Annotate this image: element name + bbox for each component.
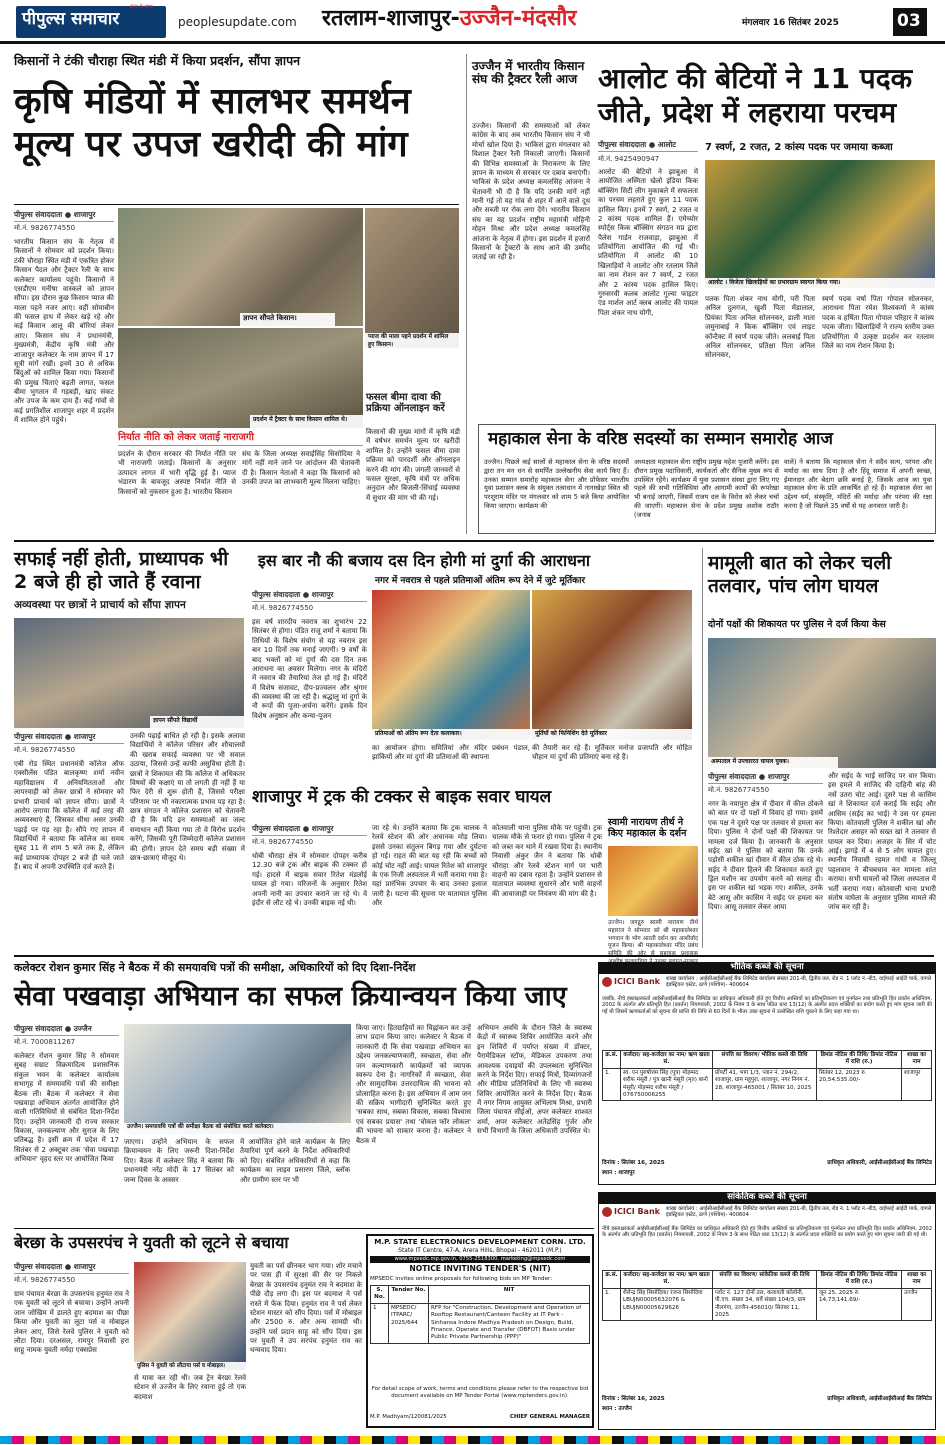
story5-body2: उनकी पढ़ाई बाधित हो रही है। इसके अलावा विद्यार्थियों ने कॉलेज परिसर और शौचालयों की खराब सफाई व्यवस्था पर भी सवाल उठाया, जिससे उन्हें काफी असुविधा होती है। छात्रों ने शिकायत की कि कॉलेज में अधिकतर विषयों की कक्षाएं या तो लगती ही नहीं हैं या फिर देरी से शुरू होती हैं, जिससे परीक्षा परिणाम पर भी नकारात्मक प्रभाव पड़ रहा है। छात्र संगठन ने कॉलेज प्रशासन को चेतावनी दी है कि यदि इन समस्याओं का जल्द समाधान नहीं किया गया तो वे विरोध प्रदर्शन करेंगे, जिसकी पूरी जिम्मेदारी कॉलेज प्रशासन की होगी। ज्ञापन देते समय बड़ी संख्या में छात्र-छात्राएं मौजूद थे।: [130, 732, 245, 862]
notice2-r1: 1.: [603, 1288, 621, 1321]
story10-kicker: कलेक्टर रोशन कुमार सिंह ने बैठक में की समयावधि पत्रों की समीक्षा, अधिकारियों को दिए दिशा-निर्देश: [14, 961, 416, 974]
story1-caption-photo3: प्रदर्शन में ट्रैक्टर के साथ किसान शामिल थे।: [250, 415, 363, 1445]
tender-sign: CHIEF GENERAL MANAGER: [509, 1414, 590, 1420]
story3-headline: आलोट की बेटियों ने 11 पदक जीते, प्रदेश में लहराया परचम: [598, 62, 913, 129]
story3-body2: पलक पिता शंकर नाथ योगी, परी पिता अनिल दुलगज, खुशी पिता मेंडालाल, प्रियंका पिता अनिल सोलनकर, डाली माता जमुनाबाई ने किक बॉक्सिंग एवं लाइट कॉन्टैक्ट में स्वर्ण पदक जीते। ललबाई पिता अनिल सोलनकर, प्रतिक्षा पिता अनिल सोलनकर,: [705, 295, 815, 360]
story3-byline: पीपुल्स संवाददाता ● आलोट: [598, 140, 698, 152]
story11-byline: पीपुल्स संवाददाता ● शाजापुर: [14, 1262, 129, 1274]
notice2-r2: शैलेन्द्र सिंह सिसोदिया/ रंजना सिसोदिया LBUJN00005632076 & LBUJN00005629626: [621, 1288, 713, 1321]
tender-nit: RFP for "Construction, Development and Operation of Rooftop Restaurant/Canteen Facility at IT Park - Sinhansa Indore Madhya Pradesh on Design, Build, Finance, Operate and Transfer (DBFOT) Basis under Public Private Partnership (PPP)": [429, 1303, 590, 1343]
story6-body3: की तैयारी कर रहे हैं। मूर्तिकार मनोज प्रजापति और मोहित चौहान मां दुर्गा की प्रतिमाएं बना रहे हैं।: [532, 744, 692, 762]
story1-body4: किसानों की मुख्य मांगों में कृषि मंडी में वर्षभर समर्थन मूल्य पर खरीदी शामिल है। उन्होंने फसल बीमा दावा प्रक्रिया को पारदर्शी और ऑनलाइन करने की मांग की। जंगली जानवरों से फसल सुरक्षा, कृषि यंत्रों पर अधिक अनुदान और बिजली-सिंचाई व्यवस्था में सुधार की मांग भी की गई।: [366, 428, 460, 502]
story6-photo2: [532, 590, 692, 740]
column-divider-2: [702, 548, 703, 948]
story5-caption: ज्ञापन सौंपते विद्यार्थी: [150, 716, 244, 1445]
story6-caption2: मूर्तियों को फिनिशिंग देते मूर्तिकार: [532, 729, 692, 1445]
story1-subhead: निर्यात नीति को लेकर जताई नाराजगी: [118, 432, 363, 446]
story9-headline: स्वामी नारायण तीर्थ ने किए महाकाल के दर्शन: [608, 817, 687, 839]
notice1-bank: ICICI Bank: [614, 977, 660, 986]
story9-photo: [608, 846, 698, 916]
notice1-branch: शाखा कार्यालय : आईसीआईसीआई बैंक लिमिटेड कार्यालय संख्या 201-बी, द्वितीय तल, रोड नं. 1 प्लॉट नं.-बी3, वाईफाई आईटी पार्क, वागले इंडस्ट्रियल एस्टेट, ठाणे (पश्चिम)- 400604: [666, 976, 932, 989]
story5-body1: एबी रोड स्थित प्रधानमंत्री कॉलेज ऑफ एक्सीलेंस पंडित बालकृष्ण शर्मा नवीन महाविद्यालय में अनियमितताओं और लापरवाही को लेकर छात्रों ने सोमवार को प्रभारी प्राचार्य को ज्ञापन सौंपा। छात्रों ने आरोप लगाया कि कॉलेज में कई तरह की अव्यवस्थाएं हैं, जिसका सीधा असर उनकी पढ़ाई पर पड़ रहा है। सौंपे गए ज्ञापन में विद्यार्थियों ने बताया कि कॉलेज का समय सुबह 11 से शाम 5 बजे तक है, लेकिन कई प्राध्यापक दोपहर 2 बजे ही चले जाते हैं। बाद में अपनी उपस्थिति दर्ज करते हैं।: [14, 760, 124, 872]
story5-headline: सफाई नहीं होती, प्राध्यापक भी 2 बजे ही हो जाते हैं रवाना: [14, 548, 229, 593]
story1-byline: पीपुल्स संवाददाता ● शाजापुर: [14, 210, 114, 222]
section-rule-3: [14, 1228, 594, 1229]
icici-logo-icon: [602, 1207, 612, 1217]
notice2-table: [602, 1270, 932, 1321]
story8-body3: कोतवाली थाना पुलिस मौके पर पहुंची। ट्रक चालक मौके से फरार हो गया। पुलिस ने ट्रक को जब्त कर थाने में रखवा दिया है। स्थानीय निवासी अंकुर जैन ने बताया कि धोबी चौराहा और रेलवे स्टेशन मार्ग पर भारी वाहनों का दबाव रहता है। उन्होंने प्रशासन से यातायात व्यवस्था सुधारने और भारी वाहनों की आवाजाही पर नियंत्रण की मांग की है।: [492, 824, 602, 898]
notice2-r5: उज्जैन: [902, 1288, 932, 1321]
story5-photo: [14, 618, 244, 728]
story4-body3: वाले) ने बताया कि महाकाल सेना ने सदैव सत्य, परंपरा और मर्यादा का साथ दिया है और हिंदू समाज में अपनी स्वच्छ, ईमानदार और बेदाग छवि बनाई है, जिसके आज का युवा महाकाल सेना के प्रति आकर्षित हो रहे हैं। महाकाल सेना का उद्देश्य धर्म, संस्कृति, मंदिरों की मर्यादा और परंपरा की रक्षा करना है जो पिछले 35 वर्षों से यह अनवरत जारी है।: [784, 458, 932, 511]
icici-logo-icon: [602, 977, 612, 987]
region-title-black: रतलाम-शाजापुर-: [322, 6, 460, 31]
story7-headline: मामूली बात को लेकर चली तलवार, पांच लोग घायल: [708, 552, 892, 597]
story10-body1: कलेक्टर रोशन कुमार सिंह ने सोमवार सुबह सम्राट विक्रमादित्य प्रशासनिक संकुल भवन के कलेक्टर कार्यालय सभागृह में समयावधि पत्रों की समीक्षा बैठक ली। बैठक में कलेक्टर ने सेवा पखवाड़ा अभियान अंतर्गत आयोजित होने वाली गतिविधियों से संबंधित दिशा-निर्देश दिए। उन्होंने जानकारी दी राज्य सरकार विकास, जनकल्याण और सुराज के लिए प्रतिबद्ध है। इसी क्रम में प्रदेश में 17 सितंबर से 2 अक्टूबर तक 'सेवा पखवाड़ा अभियान' वृहद स्तर पर आयोजित किया: [14, 1052, 119, 1164]
story3-mobile: मो.नं. 9425490947: [598, 155, 660, 163]
story5-byline: पीपुल्स संवाददाता ● शाजापुर: [14, 732, 124, 744]
notice2-th4: डिमांड नोटिस की तिथि/ डिमांड नोटिस में राशि (रु.): [817, 1271, 902, 1289]
notice1-title: भौतिक कब्जे की सूचना: [598, 962, 936, 974]
notice1-place: स्थान : शाजापुर: [602, 1170, 635, 1176]
story3-body: आलोट की बेटियों ने झाबुआ में आयोजित अस्मिता खेलो इंडिया किक बॉक्सिंग सिटी लीग मुकाबले में सफलता का परचम लहराते हुए कुल 11 पदक हासिल किए। इनमें 7 स्वर्ण, 2 रजत व 2 कांस्य पदक शामिल हैं। एमेच्योर स्पोर्ट्स किक बॉक्सिंग संगठन मप्र द्वारा पैलेस गार्डन राजवाड़ा, झाबुआ में प्रतियोगिता आयोजित की गई थी। प्रतियोगिता में आलोट की 10 खिलाड़ियों ने आलोट और रतलाम जिले का नाम रोशन कर 7 स्वर्ण, 2 रजत और 2 कांस्य पदक हासिल किए। गुरुसरवी कलब आलोट गुल्या फाइटर एंड मार्शल आर्ट क्लब आलोट की पायल पिता शंकर नाथ योगी,: [598, 168, 698, 317]
story11-headline: बेरछा के उपसरपंच ने युवती को लूटने से बचाया: [14, 1233, 289, 1252]
story7-body1: नगर के नयापुरा क्षेत्र में दीवार में कील ठोकने को बात पर दो पक्षों में विवाद हो गया। इसमें एक पक्ष ने दूसरे पक्ष पर तलवार से हमला कर दिया। पुलिस ने दोनों पक्षों की शिकायत पर मामला दर्ज किया है। जानकारी के अनुसार सईद खां ने पुलिस को बताया कि उनके पड़ोसी शकील खां दीवार में कील ठोक रहे थे। सईद ने दीवार हिलने की शिकायत करते हुए ड्रिल मशीन का उपयोग करने को सलाह दी। इस पर शकील खां भड़क गए। शकील, उनके बेटे आसू और कासिम ने सईद पर हमला कर दिया। आसू तलवार लेकर आया: [708, 800, 823, 912]
notice2-bank: ICICI Bank: [614, 1207, 660, 1216]
tender-intro: MPSEDC invites online proposals for following bids on MP Tender:: [370, 1276, 553, 1282]
story10-byline: पीपुल्स संवाददाता ● उज्जैन: [14, 1024, 119, 1036]
section-rule-1: [14, 540, 934, 542]
story11-caption: पुलिस ने युवती को लौटाया पर्स व मोबाइल।: [134, 1362, 246, 1445]
story11-body3: युवती का पर्स छीनकर भाग गया। शोर मचाने पर पास ही में सुरक्षा की सैर पर निकले बेरछा के उपसरपंच हनुमंत राव ने बदमाश के पीछे दौड़ लगा दी। इस पर बदमाश ने पर्स रास्ते में फेंक दिया। हनुमंत राव ने पर्स लेकर स्टेशन मास्टर को सौंप दिया। पर्स में मोबाइल और 2500 रु. और अन्य सामग्री थी। उन्होंने पर्स प्रदान साहू को सौंप दिया। इस पर युवती ने उप सरपंच हनुमंत राव का धन्यवाद दिया।: [250, 1262, 362, 1355]
story1-photo2: [365, 208, 459, 348]
notice1-intro: जबकि, नीचे हस्ताक्षरकर्ता आईसीआईसीआई बैंक लिमिटेड का प्राधिकृत अधिकारी होते हुए वित्तीय आस्तियों का प्रतिभूतिकरण एवं पुनर्गठन तथा प्रतिभूति हित प्रवर्तन अधिनियम, 2002 के अंतर्गत और प्रतिभूति हित (प्रवर्तन) नियमावली, 2002 के नियम 3 के साथ पठित धारा 13(12) के अंतर्गत प्रदत्त शक्तियों का प्रयोग करते हुए मांग सूचना जारी की गई थी जिसमें ऋणकर्ताओं को सूचना की प्राप्ति की तिथि से 60 दिनों के भीतर उक्त सूचना में उल्लेखित राशि चुकाने के लिए कहा गया था।: [602, 996, 932, 1015]
notice2-place: स्थान : उज्जैन: [602, 1406, 632, 1412]
story6-photo1: [372, 590, 530, 740]
story1-caption-photo2: प्याज की माला पहने प्रदर्शन में शामिल हुए किसान।: [365, 333, 459, 1445]
page-number: 03: [897, 11, 921, 31]
story2-body: उज्जैन। किसानों की समस्याओं को लेकर कांग्रेस के बाद अब भारतीय किसान संघ ने भी मोर्चा खोल दिया है। भाकिसं द्वारा मंगलवार को विशाल ट्रैक्टर रैली निकाली जाएगी। किसानों की विभिन्न समस्याओं के निराकरण के लिए ज्ञापन के माध्यम से सरकार पर दबाव बनाएंगी। भाकिसं के प्रदेश अध्यक्ष कमलसिंह आंजना ने चेतावनी भी दी है कि यदि उनकी मांगें नहीं मानी गई तो यह गांव से शहर में आने वाले दूध और सब्जी पर रोक लगा देंगे। भारतीय किसान संघ का यह प्रदर्शन राष्ट्रीय महामंत्री मोहिनी मोहन मिश्रा और प्रदेश अध्यक्ष कमलसिंह आंजना के नेतृत्व में होगा। इस प्रदर्शन में हजारों किसानों के ट्रैक्टरों के साथ आने की उम्मीद जताई जा रही है।: [472, 122, 590, 262]
story4-body1: उज्जैन। पिछले कई सालों से महाकाल सेना के वरिष्ठ सदस्यों द्वारा तन मन धन से समर्पित उल्लेखनीय सेवा कार्य किए हैं। उनका सम्मान समारोह महाकाल सेना और प्रोफेसर भारतीय युवा प्रशासन क्लब के संयुक्त तत्वाधान में नानाखेड़ा स्थित श्री परशुराम मंदिर पर मंगलवार को शाम 5 बजे किया आयोजित किया जाएगा। कार्यक्रम की: [484, 458, 629, 511]
story1-body2: प्रदर्शन के दौरान सरकार की निर्यात नीति पर भी नाराजगी जताई। किसानों के अनुसार उत्पादन लागत में भारी वृद्धि हुई है। प्याज भंडारण के बावजूद अस्पष्ट निर्यात नीति से किसानों को नुकसान हुआ है। भारतीय किसान: [118, 450, 236, 496]
notice1-th4: डिमांड नोटिस की तिथि/ डिमांड नोटिस में राशि (रु.): [817, 1051, 902, 1069]
tender-ref: M.P. Madhyam/120081/2025: [370, 1414, 447, 1420]
story1-rule: [14, 204, 459, 205]
tender-col-tno: Tender No.: [389, 1286, 429, 1304]
story1-body3: संघ के जिला अध्यक्ष सवाईसिंह सिसोदिया ने मांगें नहीं माने जाने पर आंदोलन की चेतावनी दी है। किसान नेताओं ने कहा कि किसानों को उनकी उपज का लाभकारी मूल्य मिलना चाहिए।: [242, 450, 361, 487]
story10-body2: जाएगा। उन्होंने अभियान के सफल क्रियान्वयन के लिए जरूरी दिशा-निर्देश दिए। बैठक में कलेक्टर सिंह ने बताया कि प्रधानमंत्री नरेंद्र मोदी के 17 सितंबर को जन्म दिवस के अवसर: [124, 1138, 234, 1184]
tender-table: [370, 1285, 590, 1344]
story10-caption: उज्जैन। समयावधि पत्रों की समीक्षा बैठक को संबोधित करते कलेक्टर।: [124, 1123, 351, 1445]
notice1-r5: शाजापुर: [902, 1068, 932, 1101]
notice2-intro: नीचे हस्ताक्षरकर्ता आईसीआईसीआई बैंक लिमिटेड का प्राधिकृत अधिकारी होते हुए वित्तीय आस्तियों का प्रतिभूतिकरण एवं पुनर्गठन तथा प्रतिभूति हित प्रवर्तन अधिनियम, 2002 के अंतर्गत और प्रतिभूति हित (प्रवर्तन) नियमावली, 2002 के नियम 3 के साथ पठित धारा 13(12) के अंतर्गत प्रदत्त शक्तियों का प्रयोग करते हुए मांग सूचना जारी की गई थी।: [602, 1226, 932, 1239]
story1-body1: भारतीय किसान संघ के नेतृत्व में किसानों ने सोमवार को प्रदर्शन किया। टंकी चौराहा स्थित मंडी में एकत्रित होकर किसान पैदल और ट्रैक्टर रैली के साथ कलेक्टर कार्यालय पहुंचे। किसानों ने एसडीएम मनीषा वास्कले को ज्ञापन सौंपा। इस दौरान कुछ किसान प्याज की माला पहने नजर आए। वहीं सोयाबीन की फसल हाथ में लेकर खड़े रहे और कई किसान आलू की बोरियां लेकर आए। किसान संघ ने प्रधानमंत्री, मुख्यमंत्री, केंद्रीय कृषि मंत्री और शाजापुर कलेक्टर के नाम ज्ञापन में 17 सूत्री मांगें रखीं। इनमें 30 से अधिक बिंदुओं को शामिल किया गया। किसानों की प्रमुख चिंताएं बढ़ती लागत, फसल बीमा भुगतान में गड़बड़ी, खाद संकट और उपज के कम दाम हैं। कई गांवों से कई प्रगतिशील शाजापुर शहर में प्रदर्शन में शामिल होने पहुंचे।: [14, 238, 115, 425]
logo-tagline: सत्य के साथ: [130, 4, 153, 10]
tender-col-nit: NIT: [429, 1286, 590, 1304]
masthead: [0, 0, 945, 44]
website-link[interactable]: peoplesupdate.com: [178, 15, 297, 29]
tender-title: NOTICE INVITING TENDER'S (NIT): [409, 1264, 551, 1273]
story11-mobile: मो.नं. 9826774550: [14, 1276, 76, 1284]
story10-headline: सेवा पखवाड़ा अभियान का सफल क्रियान्वयन किया जाए: [14, 981, 567, 1012]
notice1-r3: प्रॉपर्टी 41, भाग 1/3, प्लान नं. 294/2, शाजापुर, ग्राम महुपुरा, शाजापुर, नगर निगम नं. 28, शाजापुर-465001 / सितंबर 10, 2025: [713, 1068, 817, 1101]
story7-subhead: दोनों पक्षों की शिकायत पर पुलिस ने दर्ज किया केस: [708, 619, 886, 630]
notice1-th5: शाखा का नाम: [902, 1051, 932, 1069]
tender-footer: For detail scope of work, terms and conditions please refer to the respective bid document available on MP Tender Portal (www.mptenders.gov.in).: [371, 1386, 589, 1400]
story6-headline: इस बार नौ की बजाय दस दिन होगी मां दुर्गा की आराधना: [258, 551, 590, 570]
logo-text: पीपुल्स समाचार: [22, 9, 120, 29]
story8-body1: धोबी चौराहा क्षेत्र में सोमवार दोपहर करीब 12.30 बजे ट्रक और बाइक की टक्कर हो गई। हादसे में बाइक सवार रितेश मंडलोई घायल हो गया। परिजनों के अनुसार रितेश अपनी नानी का उपचार कराने जा रहे थे। वे इंदौर से लौट रहे थे। उनकी बाइक नई थी।: [252, 852, 367, 907]
notice1-r1: 1.: [603, 1068, 621, 1101]
story6-body1: इस वर्ष शारदीय नवरात्र का शुभारंभ 22 सितंबर से होगा। पंडित राजू शर्मा ने बताया कि तिथियों के विशेष संयोग से यह नवरात्र इस बार 10 दिनों तक मनाई जाएगी। 9 वर्षों के बाद भक्तों को मां दुर्गा की दस दिन तक आराधना का अवसर मिलेगा। नगर के मंदिरों में नवरात्र की तैयारियां तेज हो गई हैं। मंदिरों में विशेष सजावट, दीप-प्रज्वलन और श्रृंगार की व्यवस्था की जा रही है। श्रद्धालु मां दुर्गा के नौ रूपों की पूजा-अर्चना करेंगे। इसके दिन विशेष अनुष्ठान और कन्या-पूजन: [252, 618, 367, 720]
story10-body4: किया जाए। हितग्राहियों का चिह्नांकन कर उन्हें लाभ प्रदान किया जाए। कलेक्टर ने बैठक में जानकारी दी कि सेवा पखवाड़ा अभियान का उद्देश्य जनकल्याणकारी, स्वच्छता, सेवा और जन कल्याणकारी कार्यक्रमों को व्यापक स्वरूप देना है। नागरिकों में स्वच्छता, सेवा और सामुदायिक उत्तरदायित्व की भावना को प्रोत्साहित करना है। इस अभियान में आम जन की सक्रिय भागीदारी सुनिश्चित करते हुए 'सबका साथ, सबका विकास, सबका विश्वास एवं सबका प्रयास' तथा 'वोकल फॉर लोकल' की भावना को साकार करना है। कलेक्टर ने बैठक में: [356, 1024, 471, 1145]
story11-body1: ग्राम पंचायत बेरछा के उपसरपंच हनुमंत राव ने एक युवती को लूटने से बचाया। उन्होंने अपनी जान जोखिम में डालते हुए बदमाश का पीछा किया और युवती का लूटा पर्स व मोबाइल लेकर आए, जिसे रेलवे पुलिस ने युवती को लौटा दिया। दरअसल, रामपुर निवासी हरा साहू नामक युवती नर्मदा एक्सप्रेस: [14, 1290, 129, 1355]
story1-photo1: [118, 208, 363, 326]
story11-body2: से यात्रा कर रही थी। जब ट्रेन बेरछा रेलवे स्टेशन से उज्जैन के लिए रवाना हुई तो एक बदमाश: [134, 1374, 246, 1401]
story10-photo: [124, 1024, 351, 1134]
notice2-th2: कर्जदार/ सह-कर्जदार का नाम/ ऋण खाता सं.: [621, 1271, 713, 1289]
story8-byline: पीपुल्स संवाददाता ● शाजापुर: [252, 824, 367, 836]
tender-tno: MPSEDC/ ITPARC/ 2025/644: [389, 1303, 429, 1343]
story7-body2: और सईद के भाई साजिद पर वार किया। इस हमले में साजिद की दाहिनी बांह की नसें उतरा चोट आई। दूसरे पक्ष से कासिम खां ने शिकायत दर्ज कराई कि सईद और आसिम (सईद का भाई) ने उस पर हमला किया। कोतवाली पुलिस ने शकील खां और रिश्तेदार असहर को सख्त खां ने तलवार से घायल कर दिया। अजहर के सिर में चोट आई। झगड़े में 4 से 5 लोग घायल हुए। स्थानीय निवासी रहमत गांधी व जिल्लू पहलवान ने बीचबचाव कर मामला शांत कराया। सभी घायलों को जिला अस्पताल में भर्ती कराया गया। कोतवाली थाना प्रभारी संतोष वाघेला के अनुसार पुलिस मामले की जांच कर रही है।: [828, 772, 936, 912]
notice2-th3: संपत्ति का विवरण/ सांकेतिक कब्जे की तिथि: [713, 1271, 817, 1289]
notice1-table: [602, 1050, 932, 1101]
notice1-th3: संपत्ति का विवरण/ भौतिक कब्जे की तिथि: [713, 1051, 817, 1069]
story3-subhead: 7 स्वर्ण, 2 रजत, 2 कांस्य पदक पर जमाया कब्जा: [705, 142, 893, 153]
story8-mobile: मो.नं. 9826774550: [252, 838, 314, 846]
issue-date: मंगलवार 16 सितंबर 2025: [742, 18, 839, 28]
notice2-r4: जून 25, 2025 रु. 14,73,141.69/-: [817, 1288, 902, 1321]
tender-sno: 1: [371, 1303, 389, 1343]
notice1-th1: क्र.सं.: [603, 1051, 621, 1069]
story1-photo3: [118, 328, 363, 428]
story10-body5: अभियान अवधि के दौरान जिले के स्वास्थ्य केंद्रों में स्वास्थ्य शिविर आयोजित करने और इन शिविरों में पर्याप्त संख्या में डॉक्टर, पैरामेडिकल स्टॉफ, मेडिकल उपकरण तथा आवश्यक दवाइयों की उपलब्धता सुनिश्चित करने के निर्देश दिए। सफाई मित्रों, दिव्यांगजनों और मीडिया प्रतिनिधियों के लिए भी स्वास्थ्य शिविर आयोजित करने के निर्देश दिए। बैठक में नगर निगम आयुक्त अभिलाष मिश्रा, प्रभारी जिला पंचायत सीईओ, अपर कलेक्टर शाश्वत शर्मा, अपर कलेक्टर अतेंद्रसिंह गुर्जर और सभी विभागों के जिला अधिकारी उपस्थित थे।: [477, 1024, 592, 1136]
tender-address: State IT Centre, 47-A, Arera Hills, Bhopal - 462011 (M.P.): [398, 1248, 562, 1254]
notice1-r4: सितंबर 12, 2023 रु. 20,54,535.00/-: [817, 1068, 902, 1101]
story10-mobile: मो.नं. 7000811267: [14, 1038, 76, 1046]
story7-photo: [708, 638, 936, 768]
notice1-th2: कर्जदार/ सह-कर्जदार का नाम/ ऋण खाता सं.: [621, 1051, 713, 1069]
story1-mobile: मो.नं. 9826774550: [14, 224, 76, 232]
story3-photo: [705, 160, 935, 288]
notice1-date: दिनांक : सितंबर 16, 2025: [602, 1160, 665, 1166]
story1-subhead2: फसल बीमा दावा की प्रक्रिया ऑनलाइन करें: [366, 392, 445, 415]
story6-caption1: प्रतिमाओं को अंतिम रूप देता कलाकार।: [372, 729, 530, 1445]
story7-byline: पीपुल्स संवाददाता ● शाजापुर: [708, 772, 823, 784]
notice2-th1: क्र.सं.: [603, 1271, 621, 1289]
story1-headline: कृषि मंडियों में सालभर समर्थन मूल्य पर उपज खरीदी की मांग: [14, 81, 411, 166]
story3-body3: स्वर्ण पदक वर्षा पिता गोपाल सोलनकर, आराधना पिता रमेश विश्वकर्मा ने कांस्य पदक व हर्षिता पिता गोपाल परिहार ने कांस्य पदक जीता। खिलाड़ियों ने राज्य स्तरीय उक्त प्रतियोगिता में उत्कृष्ट प्रदर्शन कर रतलाम जिले का नाम रोशन किया है।: [822, 295, 934, 350]
notice1-sign: प्राधिकृत अधिकारी, आईसीआईसीआई बैंक लिमिटेड: [827, 1160, 932, 1166]
story3-caption: आलोट । विजेता खिलाड़ियों का प्रभारग्राम स्वागत किया गया।: [705, 278, 935, 1445]
region-title-red: उज्जैन-मंदसौर: [459, 6, 577, 31]
story10-body3: में आयोजित होने वाले कार्यक्रम के लिए तैयारियां पूर्ण करने के निर्देश अधिकारियों को दिए। संबंधित अधिकारियों से कहा कि कार्यक्रम का लाइव प्रसारण जिले, ब्लॉक और ग्रामीण स्तर पर भी: [240, 1138, 350, 1184]
tender-org: M.P. STATE ELECTRONICS DEVELOPMENT CORN. LTD.: [374, 1237, 586, 1246]
print-color-bar: [0, 1436, 945, 1444]
notice2-bank-logo: [602, 1207, 664, 1221]
story8-headline: शाजापुर में ट्रक की टक्कर से बाइक सवार घायल: [252, 787, 552, 807]
notice1-r2: स्व. एन पुरुषोत्तम सिंह (पुत्र) मोहम्मद शरीफ मंसूरी / पुत्र खानी मंसूरी (मृत) बानो मंसूरी/ मोहम्मद शरीफ मंसूरी / 076750006255: [621, 1068, 713, 1101]
story9-body: उज्जैन। जगद्गुरु स्वामी नारायण तीर्थ महाराज ने सोमवार को श्री महाकालेश्वर भगवान के भोग आरती दर्शन कर आशीर्वाद पूजन किया। श्री महाकालेश्वर मंदिर प्रबंध: [608, 920, 698, 950]
story2-headline: उज्जैन में भारतीय किसान संघ की ट्रैक्टर रैली आज: [472, 59, 585, 87]
story6-mobile: मो.नं. 9826774550: [252, 604, 314, 612]
story5-mobile: मो.नं. 9826774550: [14, 746, 76, 754]
story4-headline: महाकाल सेना के वरिष्ठ सदस्यों का सम्मान समारोह आज: [488, 429, 833, 449]
section-rule-2: [14, 955, 934, 957]
story11-photo: [134, 1262, 246, 1370]
story4-body2: अध्यक्षता महाकाल सेना राष्ट्रीय प्रमुख महेश पुजारी करेंगे। इस दौरान प्रमुख पदाधिकारी, कार्यकर्ता और सैनिक मुख्य रूप से उपस्थित रहेंगे। कार्यक्रम में युवा प्रशासन संस्था द्वारा लिए गए पहले की सभी गतिविधियां और आगामी कार्यों की रूपरेखा भी बनाई जाएगी, जिसमें राजय दल के विरोध को लेकर चर्चा की जाएगी। महाकाल सेना के प्रदेश प्रमुख अशोक राठौर (जनाब: [634, 458, 779, 519]
story1-kicker: किसानों ने टंकी चौराहा स्थित मंडी में किया प्रदर्शन, सौंपा ज्ञापन: [14, 53, 301, 68]
story7-caption: अस्पताल में उपचाररत घायल युवक।: [708, 757, 838, 1445]
story1-caption-photo1: ज्ञापन सौंपते किसान।: [240, 313, 335, 1445]
tender-contact: www.mpsedc.mp.gov.in, 0755-2518300, marketing@mpsedc.com: [370, 1256, 590, 1263]
story5-subhead: अव्यवस्था पर छात्रों ने प्राचार्य को सौंपा ज्ञापन: [14, 599, 186, 611]
column-divider: [466, 54, 467, 534]
story6-subhead: नगर में नवरात्र से पहले प्रतिमाओं अंतिम रूप देने में जुटे मूर्तिकार: [375, 576, 586, 586]
notice2-title: सांकेतिक कब्जे की सूचना: [598, 1192, 936, 1204]
tender-col-sno: S. No.: [371, 1286, 389, 1304]
notice1-bank-logo: [602, 977, 664, 991]
story8-body2: जा रहे थे। उन्होंने बताया कि ट्रक चालक ने रेलवे स्टेशन की ओर अचानक मोड़ लिया। इससे उनका संतुलन बिगड़ गया और दुर्घटना हो गई। राहत की बात यह रही कि बच्चों को कोई चोट नहीं आई। घायल रितेश को शाजापुर के एक निजी अस्पताल में भर्ती कराया गया है। यहां प्रारंभिक उपचार के बाद उनका इलाज जारी है। घटना की सूचना पर यातायात पुलिस और: [372, 824, 487, 907]
notice2-th5: शाखा का नाम: [902, 1271, 932, 1289]
notice2-date: दिनांक : सितंबर 16, 2025: [602, 1396, 665, 1402]
region-title: [322, 7, 576, 32]
notice2-sign: प्राधिकृत अधिकारी, आईसीआईसीआई बैंक लिमिटेड: [827, 1396, 932, 1402]
notice2-branch: शाखा कार्यालय : आईसीआईसीआई बैंक लिमिटेड कार्यालय संख्या 201-बी, द्वितीय तल, रोड नं. 1 प्लॉट नं.-बी3, वाईफाई आईटी पार्क, वागले इंडस्ट्रियल एस्टेट, ठाणे (पश्चिम)- 400604: [666, 1206, 932, 1219]
story6-body2: का आयोजन होगा। समितियां और मंदिर प्रबंधन पंडाल, झांकियों और मां दुर्गा की प्रतिमाओं की स्थापना: [372, 744, 530, 762]
notice2-r3: प्लॉट नं. 127 दोनों तल, कलावती कॉलोनी, पी.एच. संख्या 34, सर्वे संख्या 104/3, ग्राम नीलगंगा, उज्जैन-456010/ सितंबर 11, 2025: [713, 1288, 817, 1321]
story6-byline: पीपुल्स संवाददाता ● शाजापुर: [252, 590, 367, 602]
story7-mobile: मो.नं. 9826774550: [708, 786, 770, 794]
